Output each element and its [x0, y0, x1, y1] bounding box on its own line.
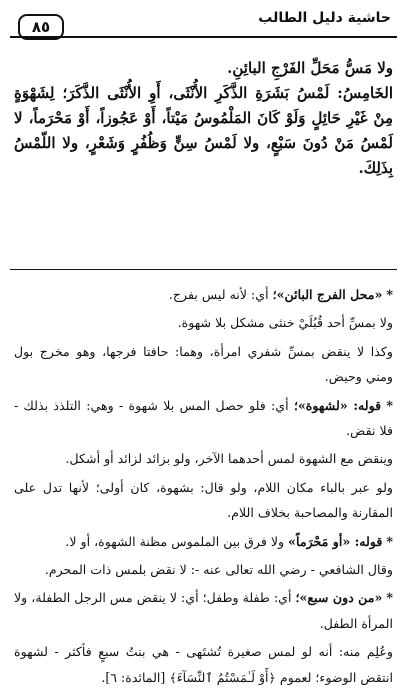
bullet-marker: *	[386, 287, 393, 302]
bullet-marker: *	[386, 533, 393, 549]
commentary-text: أي: لأنه ليس بفرج.	[168, 287, 273, 302]
commentary-paragraph	[14, 585, 393, 636]
commentary-lemma: قوله: «أو مَحْرَماً»	[288, 533, 383, 549]
main-text-paragraph: الخَامِسُ: لَمْسُ بَشَرَةِ الذَّكَرِ الأُنْثَى، أَوِ الأُنْثَى الذَّكَرَ؛ لِشَهْوَةٍ مِنْ غَيْرِ حَائِلٍ وَلَوْ كَانَ المَلْمُوسُ مَيْتاً، أَوْ عَجُوزاً، أَوْ مَحْرَماً، لا لَمْسُ مَنْ دُونَ سَبْعٍ، ولا لَمْسُ سِنٍّ وَظُفُرٍ وَشَعْرٍ، ولا اللّمْسُ بِذَلِكَ.	[14, 84, 393, 177]
commentary-paragraph	[14, 393, 393, 444]
header-rule	[10, 36, 397, 38]
commentary-text: وكذا لا ينقض بمسِّ شفري امرأة، وهما: حافتا فرجها، وهو مخرج بول ومني وحيض.	[14, 343, 393, 385]
commentary-paragraph	[14, 529, 393, 554]
commentary-paragraph	[14, 310, 393, 335]
commentary-text: ولا بمسِّ أحد قُبُلَيْ خنثى مشكل بلا شهوة.	[177, 315, 393, 331]
page-header	[10, 6, 397, 36]
bullet-marker: *	[386, 397, 393, 413]
commentary-paragraph	[14, 475, 393, 526]
running-title: حاشية دليل الطالب	[258, 10, 391, 26]
bullet-marker: *	[386, 590, 393, 606]
commentary-paragraph	[14, 557, 393, 582]
commentary-text: وينقض مع الشهوة لمس أحدهما الآخر، ولو بزائد لزائد أو أشكل.	[65, 451, 393, 467]
commentary-text: أي: طفلة وطفل؛ أي: لا ينقض مس الرجل الطفلة، ولا المرأة الطفل.	[14, 590, 393, 631]
page-number: ٨٥	[18, 14, 64, 40]
section-divider	[10, 269, 397, 270]
commentary-paragraph	[14, 446, 393, 471]
commentary-text: أي: فلو حصل المس بلا شهوة - وهي: التلذذ بذلك - فلا نقض.	[14, 397, 393, 439]
commentary	[14, 282, 393, 693]
main-text-line: ولا مَسُّ مَحَلِّ الفَرْجِ البائِنِ.	[227, 59, 393, 77]
commentary-paragraph	[14, 339, 393, 390]
main-text	[14, 56, 393, 181]
commentary-lemma: «محل الفرج البائن»؛	[272, 287, 383, 302]
commentary-paragraph	[14, 282, 393, 307]
commentary-text: وعُلِم منه: أنه لو لمس صغيرة تُشتَهى - هي بنتُ سبعٍ فأكثر - لشهوة انتقض الوضوء؛ لعموم ﴿أَوْ لَـٰمَسْتُمُ ٱلنِّسَآءَ﴾ [المائدة: ٦].	[14, 644, 393, 685]
commentary-text: ولو عبر بالباء مكان اللام، ولو قال: بشهوة، كان أولى؛ لأنها تدل على المقارنة والمصاحبة بخلاف اللام.	[14, 479, 393, 521]
commentary-lemma: قوله: «لشهوة»؛	[293, 397, 382, 413]
commentary-text: ولا فرق بين الملموس مظنة الشهوة، أو لا.	[65, 533, 289, 549]
commentary-paragraph	[14, 639, 393, 690]
commentary-text: وقال الشافعي - رضي الله تعالى عنه -: لا نقض بلمس ذات المحرم.	[44, 562, 393, 578]
commentary-lemma: «من دون سبع»؛	[295, 590, 383, 606]
